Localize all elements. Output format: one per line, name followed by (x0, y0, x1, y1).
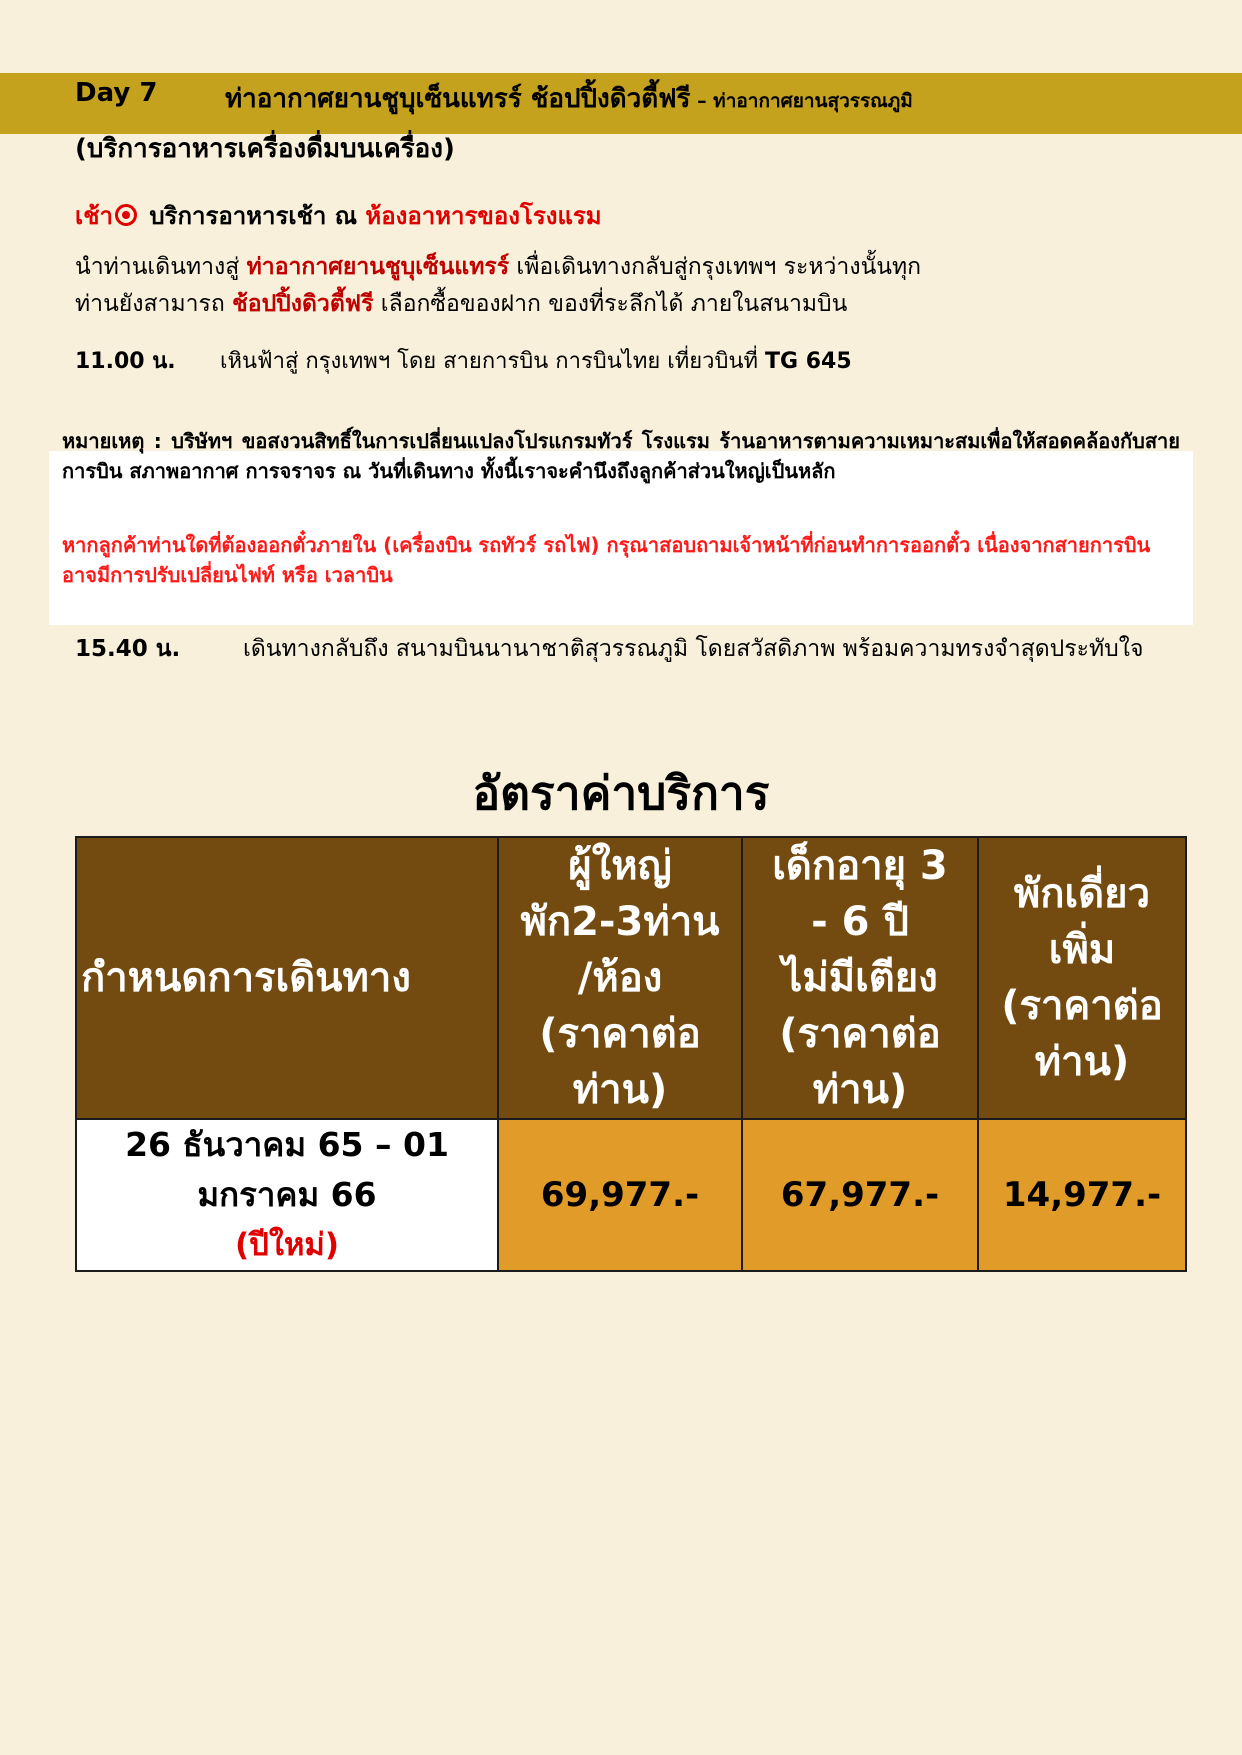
header-line: ผู้ใหญ่ (568, 843, 672, 889)
header-line: (ราคาต่อ (539, 1011, 701, 1057)
price-table (75, 836, 1187, 1272)
rates-title: อัตราค่าบริการ (472, 766, 770, 820)
travel-date-line: มกราคม 66 (197, 1175, 377, 1214)
table-row (76, 1119, 1186, 1271)
remark-text: หมายเหตุ : บริษัทฯ ขอสงวนสิทธิ์ในการเปลี่ยนแปลงโปรแกรมทัวร์ โรงแรม ร้านอาหารตามความเหมาะสมเพื่อให้สอดคล้องกับสายการบิน สภาพอากาศ การจราจร ณ วันที่เดินทาง ทั้งนี้เราจะคำนึงถึงลูกค้าส่วนใหญ่เป็นหลัก (62, 429, 1180, 483)
breakfast-place: ห้องอาหารของโรงแรม (365, 202, 602, 230)
sun-icon (115, 204, 137, 226)
travel-date-cell (76, 1119, 498, 1271)
header-line: ท่าน) (572, 1067, 668, 1113)
arrival-time: 15.40 น. (75, 636, 181, 662)
arrival-text: เดินทางกลับถึง สนามบินนานาชาติสุวรรณภูมิ โดยสวัสดิภาพ พร้อมความทรงจำสุดประทับใจ (243, 636, 1144, 662)
paragraph-text: เพื่อเดินทางกลับสู่กรุงเทพฯ ระหว่างนั้นทุก (509, 254, 922, 280)
header-line: เพิ่ม (1048, 927, 1116, 973)
day-label: Day 7 (75, 78, 158, 108)
arrival-line (75, 630, 1165, 668)
adult-price: 69,977.- (498, 1119, 742, 1271)
child-price: 67,977.- (742, 1119, 978, 1271)
header-line: - 6 ปี (811, 899, 909, 945)
day-subtitle: (บริการอาหารเครื่องดื่มบนเครื่อง) (75, 134, 455, 164)
paragraph-text: เลือกซื้อของฝาก ของที่ระลึกได้ ภายในสนามบิน (373, 291, 848, 317)
day-title-suffix: – ท่าอากาศยานสุวรรณภูมิ (690, 90, 913, 112)
price-table-header (76, 837, 1186, 1119)
header-line: /ห้อง (577, 955, 663, 1001)
dutyfree-highlight: ช้อปปิ้งดิวตี้ฟรี (232, 291, 374, 317)
header-line: เด็กอายุ 3 (772, 843, 948, 889)
header-line: ท่าน) (812, 1067, 908, 1113)
header-single (978, 837, 1186, 1119)
header-child (742, 837, 978, 1119)
paragraph-text: นำท่านเดินทางสู่ (75, 254, 247, 280)
airport-highlight: ท่าอากาศยานชูบุเซ็นแทรร์ (246, 254, 510, 280)
breakfast-line (75, 196, 602, 235)
header-line: (ราคาต่อ (1001, 983, 1163, 1029)
breakfast-label: เช้า (75, 202, 113, 230)
header-line: พัก2-3ท่าน (520, 899, 720, 945)
single-supplement-price: 14,977.- (978, 1119, 1186, 1271)
flight-text: เหินฟ้าสู่ กรุงเทพฯ โดย สายการบิน การบินไทย เที่ยวบินที่ (220, 349, 766, 374)
paragraph-line-2 (75, 286, 921, 323)
header-adult (498, 837, 742, 1119)
flight-line (75, 343, 852, 378)
day-title-main: ท่าอากาศยานชูบุเซ็นแทรร์ ช้อปปิ้งดิวตี้ฟรี (225, 84, 691, 114)
itinerary-paragraph (75, 249, 921, 323)
travel-date-line: 26 ธันวาคม 65 – 01 (125, 1125, 449, 1164)
header-line: กำหนดการเดินทาง (81, 955, 411, 1001)
flight-time: 11.00 น. (75, 349, 176, 374)
paragraph-text: ท่านยังสามารถ (75, 291, 233, 317)
breakfast-text: บริการอาหารเช้า ณ (140, 202, 366, 230)
header-line: พักเดี่ยว (1013, 871, 1151, 917)
header-line: (ราคาต่อ (779, 1011, 941, 1057)
paragraph-line-1 (75, 249, 921, 286)
new-year-note: (ปีใหม่) (234, 1227, 340, 1263)
remark-warning: หากลูกค้าท่านใดที่ต้องออกตั๋วภายใน (เครื่องบิน รถทัวร์ รถไฟ) กรุณาสอบถามเจ้าหน้าที่ก่อนทำการออกตั๋ว เนื่องจากสายการบินอาจมีการปรับเปลี่ยนไฟท์ หรือ เวลาบิน (62, 533, 1151, 587)
header-travel-dates (76, 837, 498, 1119)
flight-number: TG 645 (765, 349, 852, 374)
header-line: ท่าน) (1034, 1039, 1130, 1085)
day-title (225, 78, 913, 119)
header-line: ไม่มีเตียง (782, 955, 938, 1001)
